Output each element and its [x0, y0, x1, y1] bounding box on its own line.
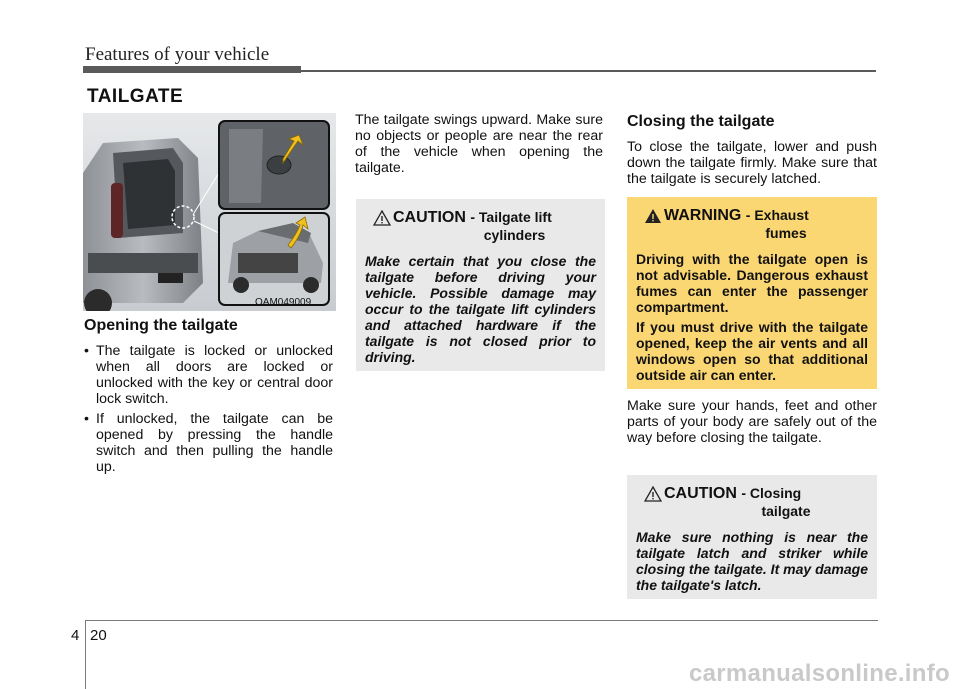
- warning-label: WARNING: [664, 207, 742, 224]
- middle-text: [355, 112, 603, 176]
- warning-body: [636, 251, 868, 383]
- closing-heading: Closing the tailgate: [627, 113, 775, 130]
- warning-triangle-icon: [644, 208, 662, 224]
- closing-safety-text: [627, 398, 877, 446]
- tailgate-swings-paragraph: The tailgate swings upward. Make sure no objects or people are near the rear of the vehicle when opening the tailgate.: [355, 112, 603, 176]
- caution-label: CAUTION: [664, 485, 737, 502]
- footer-section-number: 4: [71, 627, 80, 644]
- warning-box-exhaust-fumes: [627, 197, 877, 389]
- figure-code: OAM049009: [255, 297, 312, 308]
- header-rule-thick: [83, 66, 301, 73]
- opening-section: [84, 316, 333, 479]
- warning-subject-line2: fumes: [765, 225, 807, 241]
- caution-label: CAUTION: [393, 209, 466, 226]
- warning-triangle-icon: [373, 210, 391, 226]
- caution-body: Make sure nothing is near the tailgate latch and striker while closing the tailgate. It may damage the tailgate's latch.: [636, 529, 868, 593]
- watermark: carmanualsonline.info: [688, 660, 950, 687]
- closing-paragraph-2: Make sure your hands, feet and other parts of your body are safely out of the way before closing the tailgate.: [627, 398, 877, 446]
- opening-bullet-1: • The tailgate is locked or unlocked when all doors are locked or unlocked with the key or central door lock switch.: [84, 343, 333, 407]
- caution-subject-line1: - Closing: [741, 485, 802, 501]
- caution-box-closing-tailgate: [627, 475, 877, 599]
- page-header-title: Features of your vehicle: [85, 44, 270, 65]
- caution-box-lift-cylinders: [356, 199, 605, 371]
- tailgate-figure: [83, 113, 336, 311]
- caution-body: Make certain that you close the tailgate before driving your vehicle. Possible damage may occur to the tailgate lift cylinders and attached hardware if the tailgate is not closed prior to driving.: [365, 253, 596, 365]
- opening-bullet-2: • If unlocked, the tailgate can be opened by pressing the handle switch and then pulling the handle up.: [84, 411, 333, 475]
- footer-page-number: 20: [90, 627, 107, 644]
- warning-body-2: If you must drive with the tailgate opened, keep the air vents and all windows open so that additional outside air can enter.: [636, 319, 868, 383]
- footer-rule: [85, 620, 878, 621]
- section-title: TAILGATE: [87, 86, 184, 107]
- warning-header: [636, 207, 868, 245]
- tailgate-illustration: [83, 113, 336, 311]
- warning-subject-line1: - Exhaust: [745, 207, 809, 223]
- closing-paragraph-1: To close the tailgate, lower and push down the tailgate firmly. Make sure that the tailgate is securely latched.: [627, 139, 877, 187]
- warning-body-1: Driving with the tailgate open is not advisable. Dangerous exhaust fumes can enter the passenger compartment.: [636, 251, 868, 315]
- warning-triangle-icon: [644, 486, 662, 502]
- closing-section: [627, 112, 877, 187]
- caution-subject-line2: tailgate: [761, 503, 811, 519]
- header-rule-thin: [301, 70, 876, 72]
- caution-header: [636, 485, 868, 523]
- caution-subject-line1: - Tailgate lift: [470, 209, 552, 225]
- caution-header: [365, 209, 596, 247]
- opening-heading: Opening the tailgate: [84, 317, 238, 334]
- opening-bullet-list: [84, 343, 333, 475]
- footer-tick: [85, 621, 86, 689]
- caution-subject-line2: cylinders: [483, 227, 546, 243]
